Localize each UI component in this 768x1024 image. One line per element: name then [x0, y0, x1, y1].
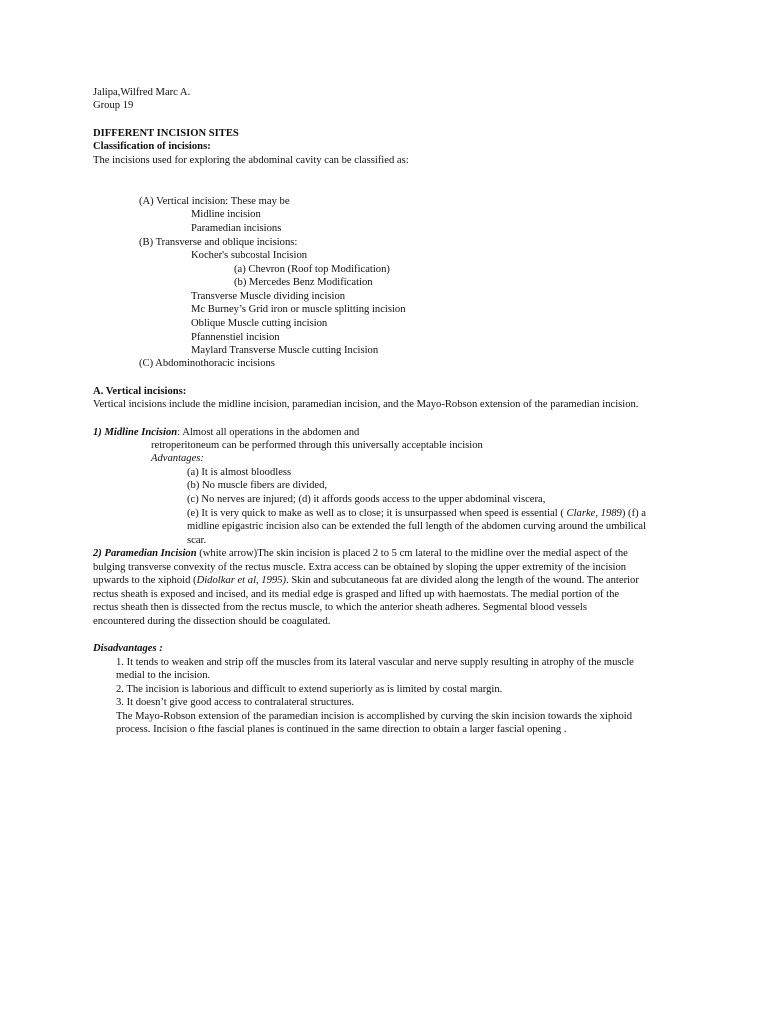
- midline-line-2: retroperitoneum can be performed through this universally acceptable incision: [151, 440, 483, 451]
- advantages-label: Advantages:: [151, 453, 204, 464]
- list-item: (B) Transverse and oblique incisions:: [139, 237, 298, 248]
- midline-title: 1) Midline Incision: [93, 427, 178, 438]
- disadvantage-2: 2. The incision is laborious and difficult to extend superiorly as is limited by costal margin.: [116, 684, 503, 695]
- disadvantage-1-cont: medial to the incision.: [116, 670, 211, 681]
- advantage-a: (a) It is almost bloodless: [187, 467, 292, 478]
- paramedian-text-3b: . Skin and subcutaneous fat are divided along the length of the wound. The anterior: [286, 575, 639, 586]
- list-item: Kocher's subcostal Incision: [191, 250, 308, 261]
- disadvantage-1: 1. It tends to weaken and strip off the muscles from its lateral vascular and nerve supply resulting in atrophy of the muscle: [116, 657, 634, 668]
- list-item: Maylard Transverse Muscle cutting Incision: [191, 345, 379, 356]
- paramedian-line-6: encountered during the dissection should be coagulated.: [93, 616, 331, 627]
- advantage-e-line-2: midline epigastric incision also can be extended the full length of the abdomen curving around the umbilical: [187, 521, 646, 532]
- classification-intro: The incisions used for exploring the abdominal cavity can be classified as:: [93, 155, 409, 166]
- paramedian-title: 2) Paramedian Incision: [93, 548, 197, 559]
- paramedian-line-5: rectus sheath then is dissected from the rectus muscle, to which the anterior sheath adheres. Segmental blood vessels: [93, 602, 587, 613]
- disadvantage-3: 3. It doesn’t give good access to contralateral structures.: [116, 697, 355, 708]
- vertical-text: Vertical incisions include the midline incision, paramedian incision, and the Mayo-Robson extension of the paramedian incision.: [93, 399, 639, 410]
- midline-line-1: [93, 426, 359, 440]
- paramedian-line-3: [93, 574, 639, 588]
- list-item: Paramedian incisions: [191, 223, 282, 234]
- mayo-robson-line-2: process. Incision o fthe fascial planes is continued in the same direction to obtain a larger fascial opening .: [116, 724, 567, 735]
- author-name: Jalipa,Wilfred Marc A.: [93, 87, 191, 98]
- advantage-c: (c) No nerves are injured; (d) it affords goods access to the upper abdominal viscera,: [187, 494, 546, 505]
- paramedian-line-2: bulging transverse convexity of the rectus muscle. Extra access can be obtained by sloping the upper extremity of the incision: [93, 562, 627, 573]
- list-item: Mc Burney’s Grid iron or muscle splitting incision: [191, 304, 406, 315]
- citation: Didolkar et al, 1995): [196, 575, 287, 586]
- citation: Clarke, 1989: [566, 508, 622, 519]
- advantage-b: (b) No muscle fibers are divided,: [187, 480, 328, 491]
- advantage-e-text: (e) It is very quick to make as well as to close; it is unsurpassed when speed is essential (: [187, 508, 567, 519]
- list-item: (A) Vertical incision: These may be: [139, 196, 290, 207]
- list-item: Pfannenstiel incision: [191, 332, 280, 343]
- paramedian-line-1: [93, 547, 628, 561]
- list-item: (C) Abdominothoracic incisions: [139, 358, 275, 369]
- advantage-e-text-end: ) (f) a: [621, 508, 646, 519]
- group-label: Group 19: [93, 100, 134, 111]
- disadvantages-heading: Disadvantages :: [93, 643, 163, 654]
- paramedian-text: (white arrow)The skin incision is placed 2 to 5 cm lateral to the midline over the medial aspect of the: [196, 548, 628, 559]
- list-item: Oblique Muscle cutting incision: [191, 318, 328, 329]
- list-item: Transverse Muscle dividing incision: [191, 291, 346, 302]
- advantage-e-line-3: scar.: [187, 535, 207, 546]
- classification-heading: Classification of incisions:: [93, 141, 211, 152]
- list-item: (a) Chevron (Roof top Modification): [234, 264, 390, 275]
- document-title: DIFFERENT INCISION SITES: [93, 128, 239, 139]
- mayo-robson-line-1: The Mayo-Robson extension of the paramedian incision is accomplished by curving the skin incision towards the xiphoid: [116, 711, 633, 722]
- midline-text: : Almost all operations in the abdomen and: [177, 427, 360, 438]
- vertical-heading: A. Vertical incisions:: [93, 386, 187, 397]
- paramedian-line-4: rectus sheath is exposed and incised, and its medial edge is grasped and lifted up with haemostats. The medial portion of the: [93, 589, 620, 600]
- list-item: Midline incision: [191, 209, 261, 220]
- list-item: (b) Mercedes Benz Modification: [234, 277, 373, 288]
- paramedian-text-3a: upwards to the xiphoid (: [93, 575, 197, 586]
- advantage-e: [187, 507, 646, 521]
